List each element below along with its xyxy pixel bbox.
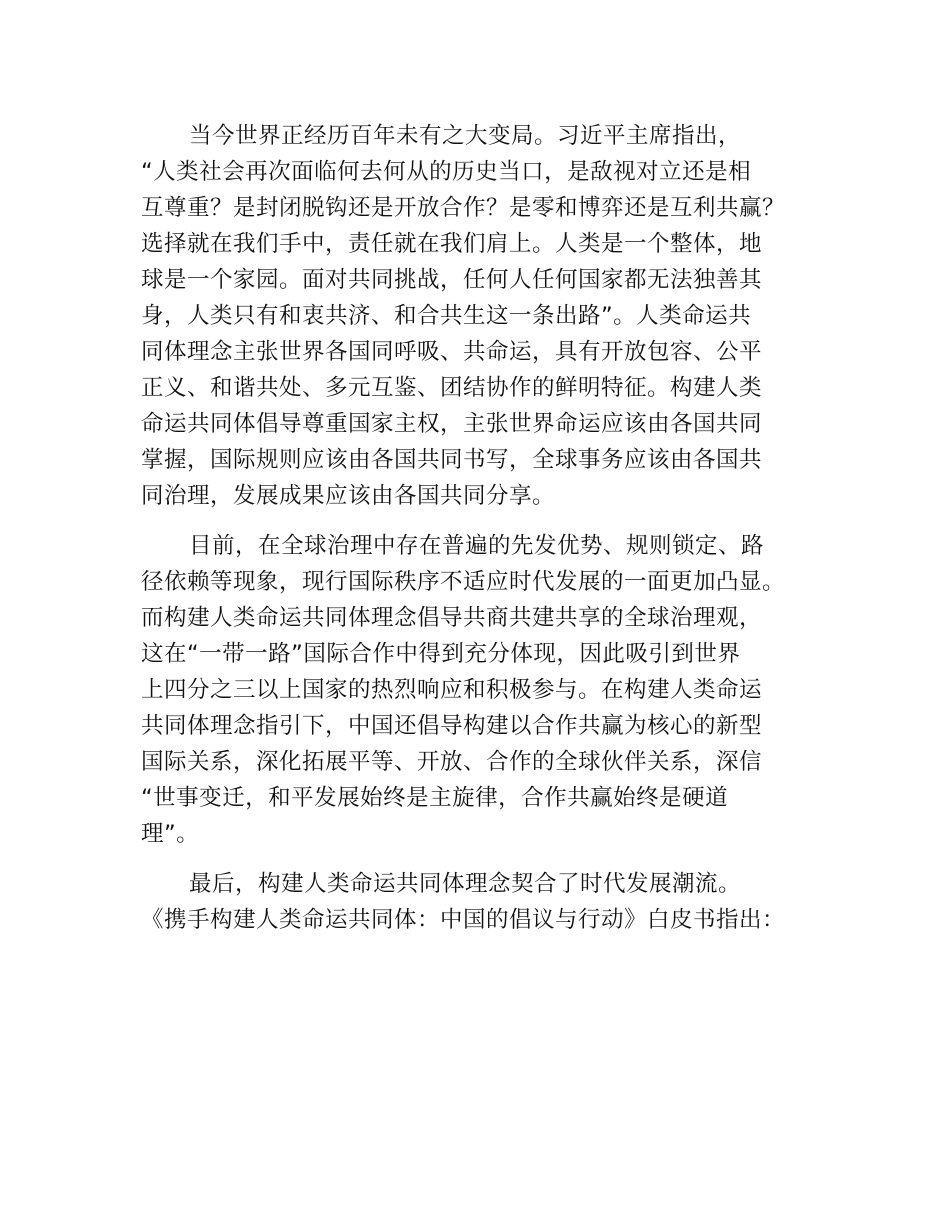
text-line: 目前，在全球治理中存在普遍的先发优势、规则锁定、路 [189, 533, 765, 559]
paragraph-3 [141, 866, 831, 938]
text-line: 互尊重？是封闭脱钩还是开放合作？是零和博弈还是互利共赢？ [141, 195, 786, 221]
text-line: 而构建人类命运共同体理念倡导共商共建共享的全球治理观， [141, 605, 763, 631]
text-line: 《携手构建人类命运共同体：中国的倡议与行动》白皮书指出： [141, 907, 786, 933]
document-body [141, 118, 831, 952]
text-line: 最后，构建人类命运共同体理念契合了时代发展潮流。 [189, 871, 742, 897]
text-line: 径依赖等现象，现行国际秩序不适应时代发展的一面更加凸显。 [141, 569, 786, 595]
text-line: 掌握，国际规则应该由各国共同书写，全球事务应该由各国共 [141, 447, 763, 473]
text-line: 共同体理念指引下，中国还倡导构建以合作共赢为核心的新型 [141, 713, 763, 739]
text-line: 上四分之三以上国家的热烈响应和积极参与。在构建人类命运 [141, 677, 763, 703]
text-line: 同治理，发展成果应该由各国共同分享。 [141, 483, 556, 509]
text-line: 这在“一带一路”国际合作中得到充分体现，因此吸引到世界 [141, 641, 741, 667]
text-line: 身，人类只有和衷共济、和合共生这一条出路”。人类命运共 [141, 303, 752, 329]
text-line: 命运共同体倡导尊重国家主权，主张世界命运应该由各国共同 [141, 411, 763, 437]
text-line: 正义、和谐共处、多元互鉴、团结协作的鲜明特征。构建人类 [141, 375, 763, 401]
text-line: 理”。 [141, 821, 200, 847]
text-line: 国际关系，深化拓展平等、开放、合作的全球伙伴关系，深信 [141, 749, 763, 775]
text-line: “世事变迁，和平发展始终是主旋律，合作共赢始终是硬道 [141, 785, 729, 811]
text-line: 球是一个家园。面对共同挑战，任何人任何国家都无法独善其 [141, 267, 763, 293]
paragraph-1 [141, 118, 831, 514]
text-line: “人类社会再次面临何去何从的历史当口，是敌视对立还是相 [141, 159, 752, 185]
text-line: 选择就在我们手中，责任就在我们肩上。人类是一个整体，地 [141, 231, 763, 257]
text-line: 当今世界正经历百年未有之大变局。习近平主席指出， [189, 123, 742, 149]
text-line: 同体理念主张世界各国同呼吸、共命运，具有开放包容、公平 [141, 339, 763, 365]
paragraph-2 [141, 528, 831, 852]
